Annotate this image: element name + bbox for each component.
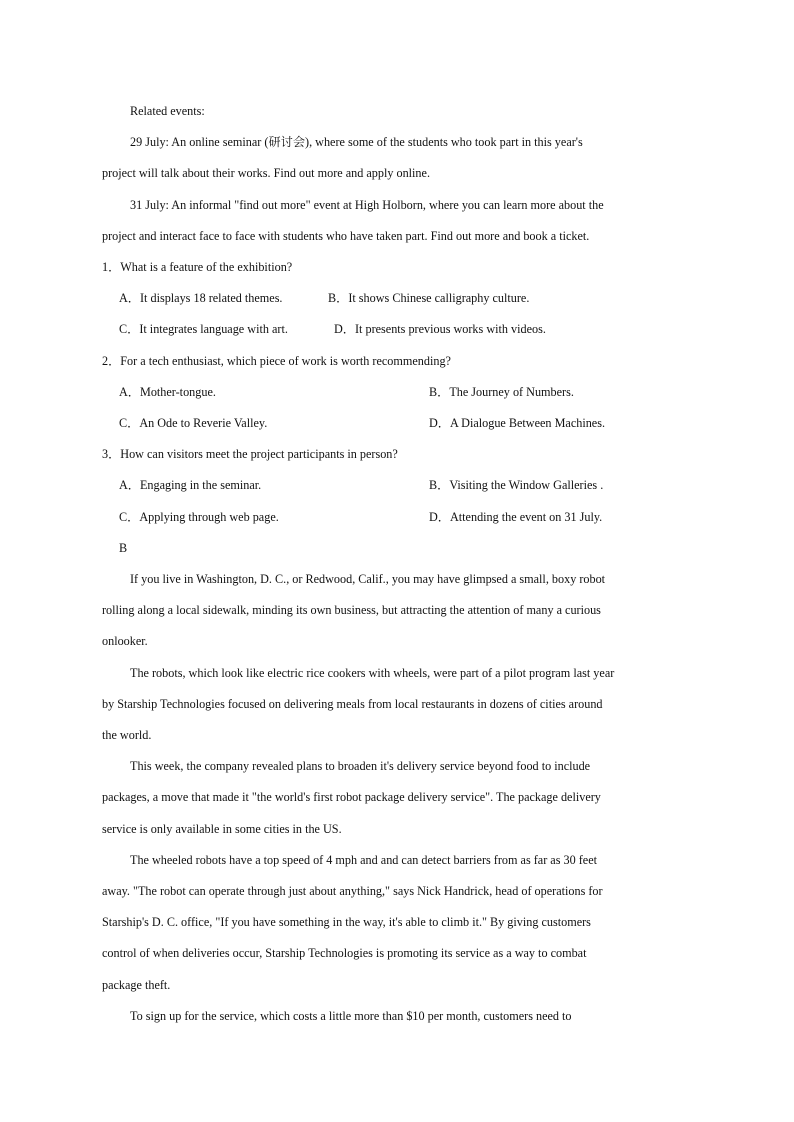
passage-line: This week, the company revealed plans to broaden it's delivery service beyond food to include bbox=[130, 759, 591, 773]
passage-line: service is only available in some cities in the US. bbox=[102, 822, 342, 836]
question-1-stem: 1．What is a feature of the exhibition? bbox=[102, 260, 293, 274]
passage-line: If you live in Washington, D. C., or Redwood, Calif., you may have glimpsed a small, boxy robot bbox=[130, 572, 606, 586]
passage-line: by Starship Technologies focused on delivering meals from local restaurants in dozens of cities around bbox=[102, 697, 603, 711]
passage-line: away. "The robot can operate through just about anything," says Nick Handrick, head of operations for bbox=[102, 884, 603, 898]
passage-line: To sign up for the service, which costs a little more than $10 per month, customers need to bbox=[130, 1009, 572, 1023]
passage-line: The wheeled robots have a top speed of 4 mph and and can detect barriers from as far as 30 feet bbox=[130, 853, 597, 867]
event1-line1: 29 July: An online seminar (研讨会), where some of the students who took part in this year's bbox=[130, 135, 583, 149]
q3-option-a: A．Engaging in the seminar. bbox=[119, 478, 262, 492]
passage-line: package theft. bbox=[102, 978, 171, 992]
related-events-heading: Related events: bbox=[130, 104, 205, 118]
q2-option-d: D．A Dialogue Between Machines. bbox=[429, 416, 605, 430]
q1-option-d: D．It presents previous works with videos. bbox=[334, 322, 546, 336]
q1-option-c: C．It integrates language with art. bbox=[119, 322, 288, 336]
event1-line2: project will talk about their works. Find out more and apply online. bbox=[102, 166, 430, 180]
question-2-stem: 2．For a tech enthusiast, which piece of work is worth recommending? bbox=[102, 354, 451, 368]
q1-option-a: A．It displays 18 related themes. bbox=[119, 291, 283, 305]
question-3-stem: 3．How can visitors meet the project participants in person? bbox=[102, 447, 398, 461]
event2-line2: project and interact face to face with students who have taken part. Find out more and book a ticket. bbox=[102, 229, 590, 243]
passage-line: the world. bbox=[102, 728, 152, 742]
q1-option-b: B．It shows Chinese calligraphy culture. bbox=[328, 291, 530, 305]
event2-line1: 31 July: An informal "find out more" event at High Holborn, where you can learn more about the bbox=[130, 198, 604, 212]
q2-option-c: C．An Ode to Reverie Valley. bbox=[119, 416, 268, 430]
q3-option-c: C．Applying through web page. bbox=[119, 510, 279, 524]
passage-b-label: B bbox=[119, 541, 128, 555]
q3-option-b: B．Visiting the Window Galleries . bbox=[429, 478, 604, 492]
passage-line: packages, a move that made it "the world's first robot package delivery service". The package delivery bbox=[102, 790, 601, 804]
passage-line: The robots, which look like electric rice cookers with wheels, were part of a pilot program last year bbox=[130, 666, 615, 680]
passage-line: Starship's D. C. office, "If you have something in the way, it's able to climb it." By giving customers bbox=[102, 915, 591, 929]
q3-option-d: D．Attending the event on 31 July. bbox=[429, 510, 603, 524]
passage-line: rolling along a local sidewalk, minding its own business, but attracting the attention of many a curious bbox=[102, 603, 601, 617]
passage-line: control of when deliveries occur, Starship Technologies is promoting its service as a way to combat bbox=[102, 946, 587, 960]
q2-option-b: B．The Journey of Numbers. bbox=[429, 385, 574, 399]
passage-line: onlooker. bbox=[102, 634, 148, 648]
q2-option-a: A．Mother-tongue. bbox=[119, 385, 216, 399]
